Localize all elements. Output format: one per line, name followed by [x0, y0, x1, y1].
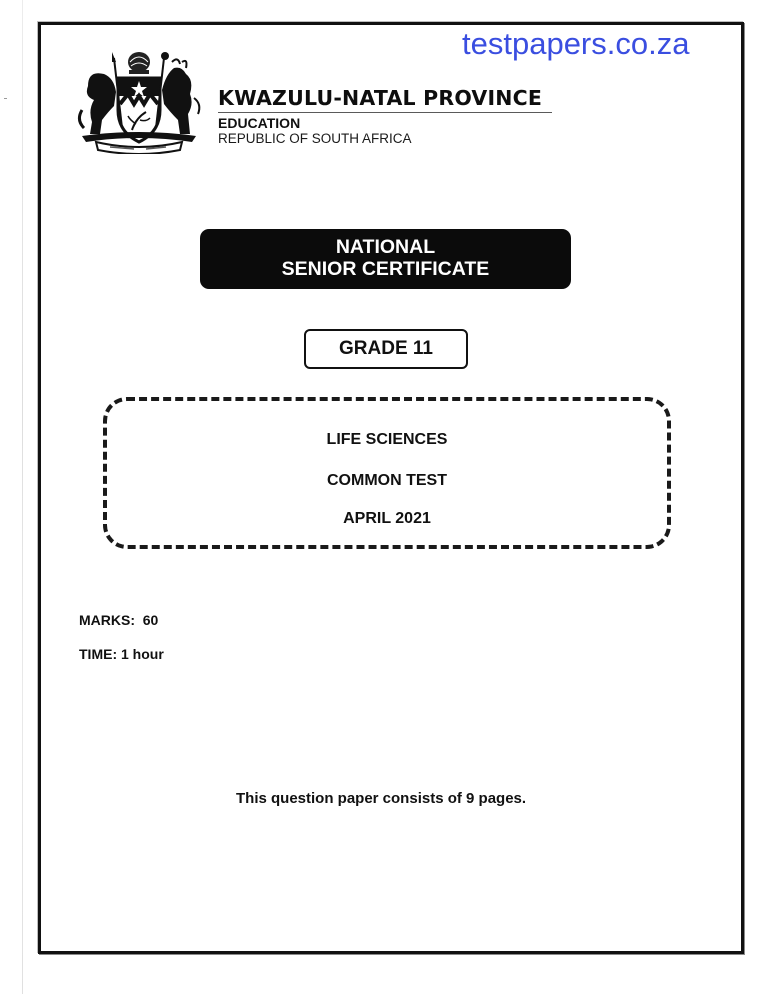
province-title: KWAZULU-NATAL PROVINCE [218, 86, 552, 113]
department-label: EDUCATION [218, 115, 301, 131]
banner-line-2: SENIOR CERTIFICATE [281, 258, 490, 280]
test-date: APRIL 2021 [343, 510, 431, 527]
scan-artifact [4, 98, 7, 99]
grade-box: GRADE 11 [304, 329, 468, 369]
banner-line-1: NATIONAL [335, 236, 436, 258]
subject-title: LIFE SCIENCES [326, 431, 448, 448]
scan-edge-line [22, 0, 23, 994]
subject-box [103, 397, 671, 549]
kzn-coat-of-arms-icon [74, 48, 204, 154]
marks-label: MARKS: 60 [79, 612, 159, 628]
country-label: REPUBLIC OF SOUTH AFRICA [218, 131, 412, 146]
watermark-link[interactable]: testpapers.co.za [462, 26, 690, 61]
page-count-note: This question paper consists of 9 pages. [236, 790, 527, 807]
time-label: TIME: 1 hour [79, 646, 164, 662]
header-text-block [218, 86, 558, 146]
test-type: COMMON TEST [327, 472, 447, 489]
certificate-banner [200, 229, 571, 289]
